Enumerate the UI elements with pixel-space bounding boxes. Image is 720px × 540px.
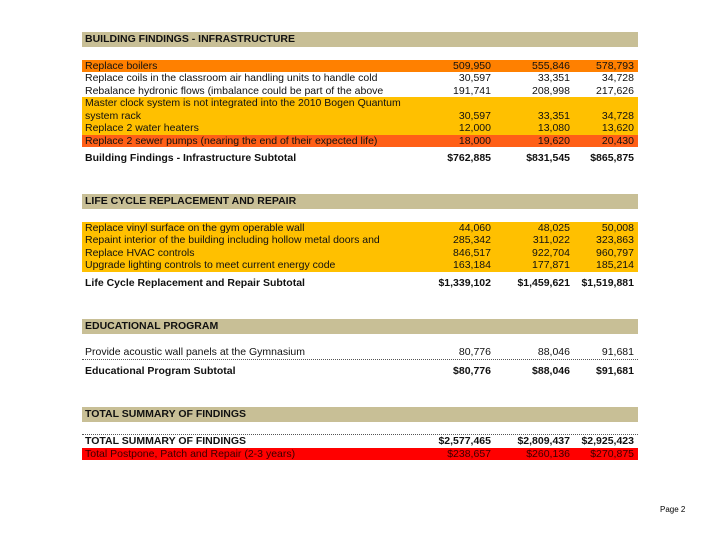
spacer-row — [82, 382, 638, 395]
row-value-1: 30,597 — [458, 72, 491, 84]
row-value-1: 44,060 — [458, 221, 491, 234]
table-row — [82, 135, 638, 148]
row-value-2: 208,998 — [532, 84, 570, 97]
table-row — [82, 247, 638, 260]
total-value-2: $2,809,437 — [517, 435, 570, 447]
table-row — [82, 85, 638, 98]
row-description: Replace HVAC controls — [85, 246, 195, 259]
row-value-3: 91,681 — [601, 346, 634, 358]
row-value-3: 323,863 — [596, 234, 634, 246]
table-row — [82, 234, 638, 247]
subtotal-value-1: $80,776 — [453, 364, 491, 377]
table-row — [82, 122, 638, 135]
section-header-infrastructure — [82, 32, 638, 47]
row-value-2: 13,080 — [537, 122, 570, 134]
spacer-row — [82, 294, 638, 307]
postpone-value-2: $260,136 — [526, 447, 570, 460]
section-header-label: BUILDING FINDINGS - INFRASTRUCTURE — [85, 33, 295, 45]
subtotal-label: Educational Program Subtotal — [85, 364, 236, 377]
table-row — [82, 97, 638, 110]
subtotal-label: Building Findings - Infrastructure Subtotal — [85, 152, 297, 164]
subtotal-value-2: $88,046 — [532, 364, 570, 377]
subtotal-row — [82, 147, 638, 169]
row-value-1: 163,184 — [453, 259, 491, 271]
row-value-3: 50,008 — [601, 221, 634, 234]
row-value-1: 80,776 — [458, 346, 491, 358]
subtotal-row — [82, 360, 638, 382]
row-value-3: 960,797 — [596, 246, 634, 259]
row-value-1: 12,000 — [458, 122, 491, 134]
postpone-value-1: $238,657 — [447, 447, 491, 460]
row-value-2: 88,046 — [537, 346, 570, 358]
subtotal-value-3: $91,681 — [596, 364, 634, 377]
section-header-educational — [82, 319, 638, 334]
table-row — [82, 259, 638, 272]
subtotal-row — [82, 272, 638, 294]
postpone-label: Total Postpone, Patch and Repair (2-3 years) — [85, 447, 296, 460]
row-value-3: 34,728 — [601, 109, 634, 122]
subtotal-value-1: $762,885 — [447, 152, 491, 164]
row-value-3: 34,728 — [601, 72, 634, 84]
total-label: TOTAL SUMMARY OF FINDINGS — [85, 435, 247, 447]
subtotal-value-3: $1,519,881 — [581, 276, 634, 289]
row-value-1: 509,950 — [453, 59, 491, 72]
section-header-label: EDUCATIONAL PROGRAM — [85, 319, 219, 332]
table-row — [82, 60, 638, 73]
section-header-label: LIFE CYCLE REPLACEMENT AND REPAIR — [85, 195, 297, 207]
row-description: Replace vinyl surface on the gym operable wall — [85, 221, 305, 234]
spacer-row — [82, 394, 638, 407]
table-row — [82, 72, 638, 85]
row-value-2: 19,620 — [537, 134, 570, 147]
row-description: Replace 2 sewer pumps (nearing the end of their expected life) — [85, 134, 378, 147]
row-description: Replace 2 water heaters — [85, 122, 199, 134]
spacer-row — [82, 306, 638, 319]
spacer-row — [82, 169, 638, 182]
row-description: Replace boilers — [85, 59, 158, 72]
row-value-2: 311,022 — [532, 234, 570, 246]
spacer-row — [82, 209, 638, 222]
row-description: Upgrade lighting controls to meet current energy code — [85, 259, 336, 271]
row-value-1: 285,342 — [453, 234, 491, 246]
row-description: Replace coils in the classroom air handling units to handle cold — [85, 72, 378, 84]
section-header-lifecycle — [82, 194, 638, 209]
row-value-3: 20,430 — [601, 134, 634, 147]
section-header-summary — [82, 407, 638, 422]
subtotal-value-3: $865,875 — [590, 152, 634, 164]
row-value-2: 33,351 — [537, 72, 570, 84]
row-description: Master clock system is not integrated into the 2010 Bogen Quantum — [85, 97, 401, 109]
total-value-1: $2,577,465 — [438, 435, 491, 447]
row-value-2: 48,025 — [537, 221, 570, 234]
total-value-3: $2,925,423 — [581, 435, 634, 447]
row-description: Provide acoustic wall panels at the Gymnasium — [85, 346, 306, 358]
postpone-row — [82, 448, 638, 461]
row-value-3: 578,793 — [596, 59, 634, 72]
postpone-value-3: $270,875 — [590, 447, 634, 460]
table-row — [82, 222, 638, 235]
spacer-row — [82, 422, 638, 435]
row-value-3: 13,620 — [601, 122, 634, 134]
section-header-label: TOTAL SUMMARY OF FINDINGS — [85, 407, 247, 420]
table-row — [82, 346, 638, 360]
findings-spreadsheet — [82, 32, 638, 460]
total-row — [82, 434, 638, 448]
spacer-row — [82, 182, 638, 195]
spacer-row — [82, 334, 638, 347]
subtotal-value-2: $831,545 — [526, 152, 570, 164]
row-value-1: 191,741 — [453, 84, 491, 97]
row-value-1: 18,000 — [458, 134, 491, 147]
row-description: Rebalance hydronic flows (imbalance could be part of the above — [85, 84, 384, 97]
row-description: Repaint interior of the building including hollow metal doors and — [85, 234, 380, 246]
row-description: system rack — [85, 109, 142, 122]
row-value-2: 922,704 — [532, 246, 570, 259]
subtotal-value-2: $1,459,621 — [517, 276, 570, 289]
subtotal-label: Life Cycle Replacement and Repair Subtotal — [85, 276, 305, 289]
spacer-row — [82, 47, 638, 60]
row-value-2: 555,846 — [532, 59, 570, 72]
row-value-3: 185,214 — [596, 259, 634, 271]
table-row — [82, 110, 638, 123]
row-value-3: 217,626 — [596, 84, 634, 97]
row-value-2: 33,351 — [537, 109, 570, 122]
row-value-1: 30,597 — [458, 109, 491, 122]
subtotal-value-1: $1,339,102 — [438, 276, 491, 289]
row-value-2: 177,871 — [532, 259, 570, 271]
row-value-1: 846,517 — [453, 246, 491, 259]
page-number: Page 2 — [660, 505, 686, 514]
